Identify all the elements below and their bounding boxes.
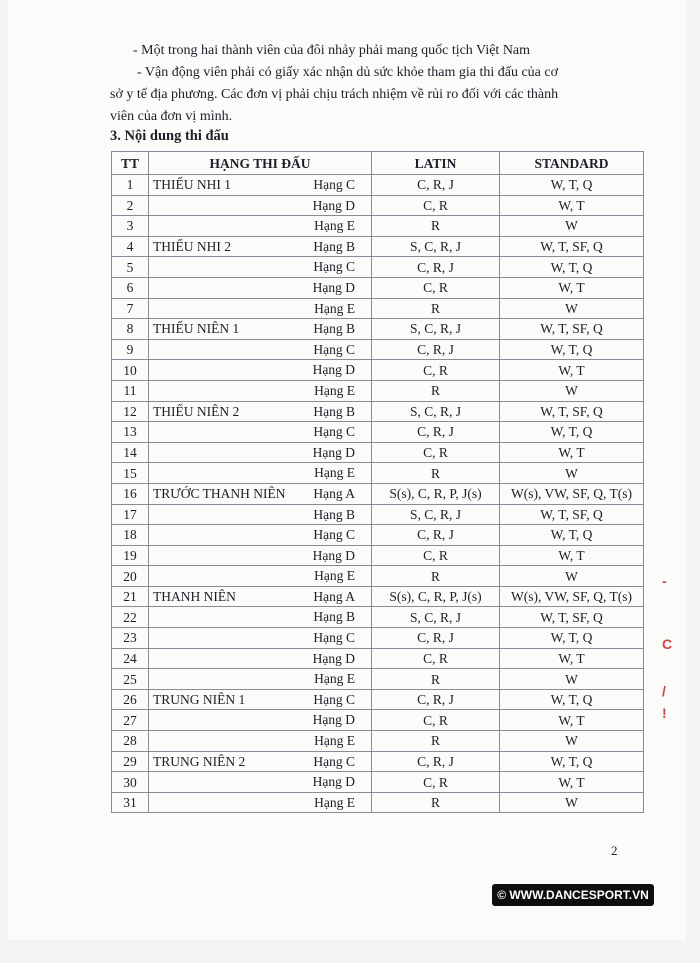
standard-dances: W(s), VW, SF, Q, T(s): [500, 483, 644, 504]
latin-dances: C, R, J: [372, 175, 500, 196]
latin-dances: C, R, J: [372, 257, 500, 278]
latin-dances: R: [372, 566, 500, 587]
level-label: Hạng C: [313, 424, 355, 440]
table-row: [112, 463, 644, 484]
latin-dances: C, R, J: [372, 339, 500, 360]
standard-dances: W, T: [500, 277, 644, 298]
category-cell: [149, 772, 372, 793]
latin-dances: S, C, R, J: [372, 607, 500, 628]
category-cell: [149, 648, 372, 669]
latin-dances: C, R: [372, 772, 500, 793]
latin-dances: S(s), C, R, P, J(s): [372, 586, 500, 607]
age-group: TRƯỚC THANH NIÊN: [153, 486, 286, 502]
latin-dances: R: [372, 731, 500, 752]
standard-dances: W, T, Q: [500, 257, 644, 278]
category-cell: [149, 545, 372, 566]
category-cell: [149, 401, 372, 422]
category-cell: [149, 792, 372, 813]
table-row: [112, 401, 644, 422]
row-number: 9: [112, 339, 149, 360]
age-group: THIẾU NIÊN 1: [153, 321, 240, 337]
row-number: 25: [112, 669, 149, 690]
standard-dances: W, T, Q: [500, 525, 644, 546]
table-row: [112, 710, 644, 731]
age-group: THANH NIÊN: [153, 589, 236, 605]
level-label: Hạng C: [313, 527, 355, 543]
standard-dances: W: [500, 298, 644, 319]
row-number: 3: [112, 216, 149, 237]
category-cell: [149, 298, 372, 319]
table-row: [112, 195, 644, 216]
level-label: Hạng C: [313, 630, 355, 646]
level-label: Hạng B: [313, 403, 355, 419]
category-cell: [149, 751, 372, 772]
standard-dances: W: [500, 669, 644, 690]
table-body: [112, 175, 644, 813]
level-label: Hạng B: [313, 609, 355, 625]
level-label: Hạng C: [313, 341, 355, 357]
latin-dances: C, R: [372, 710, 500, 731]
table-row: [112, 422, 644, 443]
table-row: [112, 731, 644, 752]
category-cell: [149, 380, 372, 401]
row-number: 21: [112, 586, 149, 607]
standard-dances: W, T: [500, 442, 644, 463]
table-row: [112, 360, 644, 381]
category-cell: [149, 586, 372, 607]
table-row: [112, 566, 644, 587]
stamp-mark: !: [662, 705, 667, 721]
level-label: Hạng E: [314, 671, 355, 687]
category-cell: [149, 442, 372, 463]
level-label: Hạng E: [314, 382, 355, 398]
latin-dances: C, R, J: [372, 751, 500, 772]
row-number: 31: [112, 792, 149, 813]
row-number: 12: [112, 401, 149, 422]
table-row: [112, 607, 644, 628]
level-label: Hạng B: [313, 321, 355, 337]
latin-dances: C, R: [372, 648, 500, 669]
category-cell: [149, 236, 372, 257]
page-number: 2: [611, 843, 618, 858]
level-label: Hạng D: [312, 650, 355, 666]
category-cell: [149, 463, 372, 484]
table-row: [112, 751, 644, 772]
latin-dances: R: [372, 792, 500, 813]
level-label: Hạng A: [313, 485, 355, 501]
standard-dances: W, T: [500, 772, 644, 793]
stamp-mark: -: [662, 573, 667, 589]
standard-dances: W: [500, 731, 644, 752]
level-label: Hạng B: [313, 506, 355, 522]
table-row: [112, 380, 644, 401]
row-number: 10: [112, 360, 149, 381]
latin-dances: S, C, R, J: [372, 319, 500, 340]
latin-dances: C, R: [372, 360, 500, 381]
level-label: Hạng D: [312, 712, 355, 728]
table-row: [112, 648, 644, 669]
standard-dances: W, T: [500, 360, 644, 381]
table-row: [112, 792, 644, 813]
category-cell: [149, 607, 372, 628]
standard-dances: W, T, SF, Q: [500, 504, 644, 525]
latin-dances: C, R, J: [372, 525, 500, 546]
table-row: [112, 483, 644, 504]
row-number: 19: [112, 545, 149, 566]
age-group: TRUNG NIÊN 2: [153, 753, 246, 769]
level-label: Hạng D: [312, 362, 355, 378]
category-cell: [149, 628, 372, 649]
standard-dances: W, T: [500, 545, 644, 566]
row-number: 8: [112, 319, 149, 340]
requirement-nationality: - Một trong hai thành viên của đôi nhảy phải mang quốc tịch Việt Nam: [133, 43, 531, 58]
latin-dances: S, C, R, J: [372, 401, 500, 422]
level-label: Hạng C: [313, 691, 355, 707]
standard-dances: W: [500, 216, 644, 237]
level-label: Hạng C: [313, 259, 355, 275]
category-cell: [149, 710, 372, 731]
standard-dances: W(s), VW, SF, Q, T(s): [500, 586, 644, 607]
row-number: 27: [112, 710, 149, 731]
row-number: 24: [112, 648, 149, 669]
category-cell: [149, 689, 372, 710]
table-row: [112, 277, 644, 298]
standard-dances: W, T, Q: [500, 175, 644, 196]
row-number: 16: [112, 483, 149, 504]
age-group: THIẾU NIÊN 2: [153, 403, 240, 419]
table-row: [112, 175, 644, 196]
requirement-health-end: viên của đơn vị mình.: [110, 109, 233, 124]
header-tt: TT: [112, 152, 149, 175]
level-label: Hạng E: [314, 465, 355, 481]
age-group: TRUNG NIÊN 1: [153, 692, 246, 708]
category-cell: [149, 216, 372, 237]
level-label: Hạng D: [312, 197, 355, 213]
row-number: 18: [112, 525, 149, 546]
standard-dances: W, T, SF, Q: [500, 607, 644, 628]
latin-dances: C, R, J: [372, 422, 500, 443]
standard-dances: W, T, SF, Q: [500, 236, 644, 257]
latin-dances: C, R: [372, 545, 500, 566]
row-number: 26: [112, 689, 149, 710]
latin-dances: C, R, J: [372, 628, 500, 649]
category-cell: [149, 319, 372, 340]
table-row: [112, 319, 644, 340]
latin-dances: R: [372, 669, 500, 690]
requirement-health-cont: sở y tế địa phương. Các đơn vị phải chịu trách nhiệm về rủi ro đối với các thành: [110, 87, 559, 102]
category-cell: [149, 669, 372, 690]
row-number: 1: [112, 175, 149, 196]
level-label: Hạng C: [313, 753, 355, 769]
table-row: [112, 442, 644, 463]
level-label: Hạng E: [314, 300, 355, 316]
table-row: [112, 216, 644, 237]
category-cell: [149, 422, 372, 443]
table-row: [112, 525, 644, 546]
watermark-banner: © WWW.DANCESPORT.VN: [492, 884, 654, 906]
header-standard: STANDARD: [500, 152, 644, 175]
latin-dances: R: [372, 463, 500, 484]
level-label: Hạng D: [312, 547, 355, 563]
header-category: HẠNG THI ĐẤU: [149, 152, 372, 175]
row-number: 30: [112, 772, 149, 793]
level-label: Hạng C: [313, 177, 355, 192]
table-row: [112, 257, 644, 278]
row-number: 14: [112, 442, 149, 463]
standard-dances: W, T: [500, 710, 644, 731]
row-number: 11: [112, 380, 149, 401]
latin-dances: S(s), C, R, P, J(s): [372, 483, 500, 504]
standard-dances: W: [500, 792, 644, 813]
standard-dances: W: [500, 380, 644, 401]
row-number: 13: [112, 422, 149, 443]
table-row: [112, 586, 644, 607]
category-cell: [149, 257, 372, 278]
level-label: Hạng E: [314, 794, 355, 810]
standard-dances: W, T, Q: [500, 689, 644, 710]
standard-dances: W, T, Q: [500, 751, 644, 772]
table-row: [112, 669, 644, 690]
standard-dances: W: [500, 463, 644, 484]
level-label: Hạng D: [312, 444, 355, 460]
row-number: 5: [112, 257, 149, 278]
latin-dances: R: [372, 380, 500, 401]
table-row: [112, 772, 644, 793]
section-heading: 3. Nội dung thi đấu: [110, 128, 229, 144]
category-cell: [149, 525, 372, 546]
row-number: 20: [112, 566, 149, 587]
row-number: 17: [112, 504, 149, 525]
level-label: Hạng E: [314, 733, 355, 749]
table-row: [112, 339, 644, 360]
row-number: 28: [112, 731, 149, 752]
level-label: Hạng A: [313, 588, 355, 604]
table-row: [112, 298, 644, 319]
table-row: [112, 236, 644, 257]
latin-dances: C, R, J: [372, 689, 500, 710]
standard-dances: W: [500, 566, 644, 587]
row-number: 7: [112, 298, 149, 319]
latin-dances: S, C, R, J: [372, 236, 500, 257]
category-cell: [149, 566, 372, 587]
latin-dances: C, R: [372, 442, 500, 463]
category-cell: [149, 360, 372, 381]
stamp-mark: /: [662, 683, 666, 699]
table-header-row: [112, 152, 644, 175]
level-label: Hạng D: [312, 279, 355, 295]
latin-dances: C, R: [372, 195, 500, 216]
category-cell: [149, 175, 372, 196]
age-group: THIẾU NHI 1: [153, 177, 231, 193]
category-cell: [149, 504, 372, 525]
category-cell: [149, 483, 372, 504]
row-number: 23: [112, 628, 149, 649]
table-row: [112, 689, 644, 710]
latin-dances: R: [372, 216, 500, 237]
standard-dances: W, T, Q: [500, 339, 644, 360]
latin-dances: C, R: [372, 277, 500, 298]
level-label: Hạng B: [313, 238, 355, 254]
header-latin: LATIN: [372, 152, 500, 175]
level-label: Hạng D: [312, 774, 355, 790]
standard-dances: W, T, Q: [500, 422, 644, 443]
row-number: 4: [112, 236, 149, 257]
level-label: Hạng E: [314, 568, 355, 584]
requirement-health: - Vận động viên phải có giấy xác nhận dủ sức khỏe tham gia thi đấu của cơ: [137, 65, 558, 80]
latin-dances: S, C, R, J: [372, 504, 500, 525]
age-group: THIẾU NHI 2: [153, 239, 231, 255]
standard-dances: W, T, SF, Q: [500, 401, 644, 422]
table-row: [112, 628, 644, 649]
standard-dances: W, T: [500, 195, 644, 216]
level-label: Hạng E: [314, 218, 355, 234]
row-number: 29: [112, 751, 149, 772]
standard-dances: W, T, SF, Q: [500, 319, 644, 340]
category-cell: [149, 195, 372, 216]
row-number: 15: [112, 463, 149, 484]
category-cell: [149, 339, 372, 360]
table-row: [112, 504, 644, 525]
standard-dances: W, T, Q: [500, 628, 644, 649]
latin-dances: R: [372, 298, 500, 319]
competition-table: [111, 151, 644, 813]
category-cell: [149, 731, 372, 752]
category-cell: [149, 277, 372, 298]
row-number: 2: [112, 195, 149, 216]
table-row: [112, 545, 644, 566]
row-number: 22: [112, 607, 149, 628]
standard-dances: W, T: [500, 648, 644, 669]
stamp-mark: C: [662, 636, 673, 652]
row-number: 6: [112, 277, 149, 298]
